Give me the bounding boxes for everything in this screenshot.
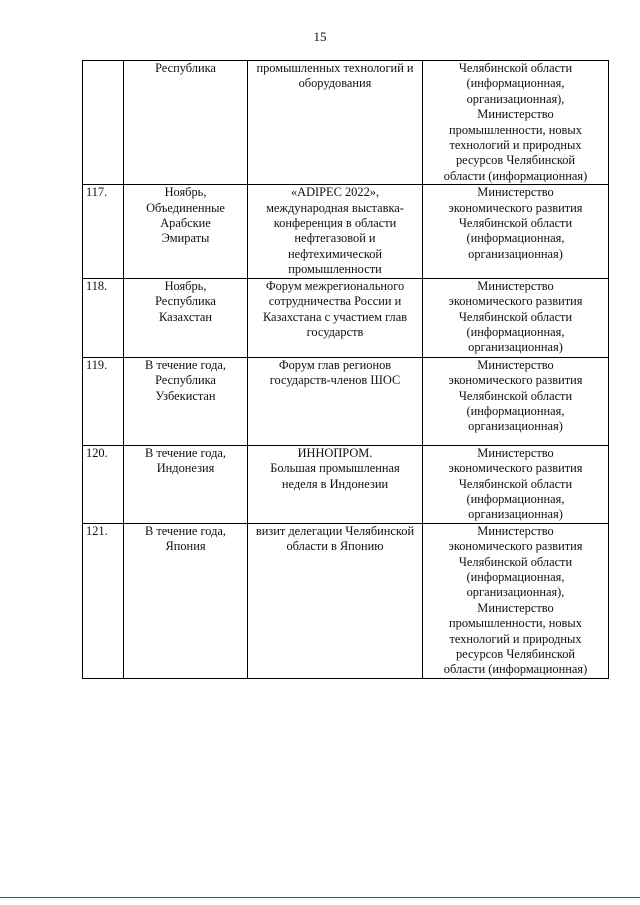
- responsible-line: области (информационная): [443, 662, 588, 677]
- responsible-line: (информационная,: [466, 76, 565, 91]
- responsible-line: Министерство: [477, 185, 554, 200]
- table-row: [83, 61, 609, 185]
- row-number: 117.: [83, 185, 124, 278]
- responsible-line: (информационная,: [466, 231, 565, 246]
- time-place-cell: [124, 445, 248, 523]
- event-line: промышленности: [288, 262, 382, 277]
- responsible-line: организационная),: [466, 585, 565, 600]
- responsible-line: экономического развития: [448, 539, 583, 554]
- event-line: визит делегации Челябинской: [255, 523, 415, 538]
- event-line: Форум глав регионов: [278, 357, 392, 372]
- row-number: 119.: [83, 357, 124, 445]
- time-place-cell: [124, 278, 248, 357]
- responsible-cell: [423, 523, 609, 678]
- event-cell: [248, 445, 423, 523]
- event-cell: [248, 185, 423, 278]
- events-table: [82, 60, 609, 679]
- responsible-line: организационная): [468, 507, 563, 522]
- time-place-line: Япония: [165, 539, 206, 554]
- page-bottom-rule: [0, 897, 640, 898]
- responsible-line: Министерство: [477, 107, 554, 122]
- responsible-line: организационная): [468, 340, 563, 355]
- time-place-cell: [124, 523, 248, 678]
- table-row: [83, 278, 609, 357]
- responsible-cell: [423, 445, 609, 523]
- responsible-line: Министерство: [477, 278, 554, 293]
- time-place-line: Республика: [155, 294, 216, 309]
- event-cell: [248, 61, 423, 185]
- responsible-line: (информационная,: [466, 491, 565, 506]
- time-place-line: Ноябрь,: [164, 185, 207, 200]
- time-place-line: Эмираты: [161, 231, 210, 246]
- event-line: конференция в области: [273, 216, 397, 231]
- responsible-line: Министерство: [477, 357, 554, 372]
- responsible-line: (информационная,: [466, 403, 565, 418]
- event-line: промышленных технологий и: [256, 61, 414, 75]
- table-row: [83, 357, 609, 445]
- responsible-line: (информационная,: [466, 569, 565, 584]
- event-line: Форум межрегионального: [265, 278, 405, 293]
- event-cell: [248, 357, 423, 445]
- responsible-line: промышленности, новых: [449, 122, 582, 137]
- responsible-line: Челябинской области: [458, 309, 573, 324]
- table-row: [83, 523, 609, 678]
- row-number: 121.: [83, 523, 124, 678]
- time-place-cell: [124, 61, 248, 185]
- responsible-line: технологий и природных: [449, 631, 582, 646]
- events-table-body: [83, 61, 609, 679]
- responsible-line: экономического развития: [448, 200, 583, 215]
- event-cell: [248, 278, 423, 357]
- table-row: [83, 185, 609, 278]
- responsible-line: организационная),: [466, 91, 565, 106]
- responsible-line: экономического развития: [448, 294, 583, 309]
- responsible-line: Министерство: [477, 523, 554, 538]
- time-place-cell: [124, 357, 248, 445]
- event-line: нефтехимической: [287, 246, 383, 261]
- event-cell: [248, 523, 423, 678]
- row-number: 118.: [83, 278, 124, 357]
- responsible-line: Челябинской области: [458, 216, 573, 231]
- responsible-line: области (информационная): [443, 168, 588, 183]
- responsible-cell: [423, 278, 609, 357]
- time-place-line: В течение года,: [144, 445, 227, 460]
- responsible-line: организационная): [468, 246, 563, 261]
- responsible-line: экономического развития: [448, 461, 583, 476]
- responsible-line: Министерство: [477, 600, 554, 615]
- responsible-line: (информационная,: [466, 324, 565, 339]
- time-place-line: Индонезия: [156, 461, 215, 476]
- time-place-line: Объединенные: [146, 200, 225, 215]
- responsible-line: технологий и природных: [449, 138, 582, 153]
- responsible-line: ресурсов Челябинской: [455, 646, 576, 661]
- event-line: Казахстана с участием глав: [262, 309, 408, 324]
- event-line: государств-членов ШОС: [269, 373, 401, 388]
- event-line: Большая промышленная: [270, 461, 400, 476]
- time-place-line: Ноябрь,: [164, 278, 207, 293]
- responsible-cell: [423, 357, 609, 445]
- event-line: неделя в Индонезии: [281, 476, 389, 491]
- responsible-line: Челябинской области: [458, 554, 573, 569]
- responsible-cell: [423, 61, 609, 185]
- time-place-line: Казахстан: [158, 309, 213, 324]
- event-line: нефтегазовой и: [294, 231, 376, 246]
- responsible-line: экономического развития: [448, 373, 583, 388]
- responsible-line: промышленности, новых: [449, 616, 582, 631]
- responsible-cell: [423, 185, 609, 278]
- time-place-cell: [124, 185, 248, 278]
- time-place-line: В течение года,: [144, 357, 227, 372]
- time-place-line: Узбекистан: [155, 388, 216, 403]
- event-line: «ADIPEC 2022»,: [290, 185, 380, 200]
- row-number: [83, 61, 124, 185]
- time-place-line: Республика: [155, 61, 216, 75]
- time-place-line: В течение года,: [144, 523, 227, 538]
- responsible-line: Челябинской области: [458, 388, 573, 403]
- event-line: области в Японию: [286, 539, 384, 554]
- event-line: государств: [306, 324, 364, 339]
- event-line: оборудования: [298, 76, 372, 91]
- page-number: 15: [313, 29, 327, 44]
- event-line: сотрудничества России и: [268, 294, 402, 309]
- responsible-line: ресурсов Челябинской: [455, 153, 576, 168]
- event-line: международная выставка-: [266, 200, 404, 215]
- responsible-line: Министерство: [477, 445, 554, 460]
- responsible-line: Челябинской области: [458, 476, 573, 491]
- responsible-line: Челябинской области: [458, 61, 573, 75]
- responsible-line: организационная): [468, 419, 563, 434]
- event-line: ИННОПРОМ.: [297, 445, 373, 460]
- time-place-line: Республика: [155, 373, 216, 388]
- row-number: 120.: [83, 445, 124, 523]
- table-row: [83, 445, 609, 523]
- time-place-line: Арабские: [160, 216, 211, 231]
